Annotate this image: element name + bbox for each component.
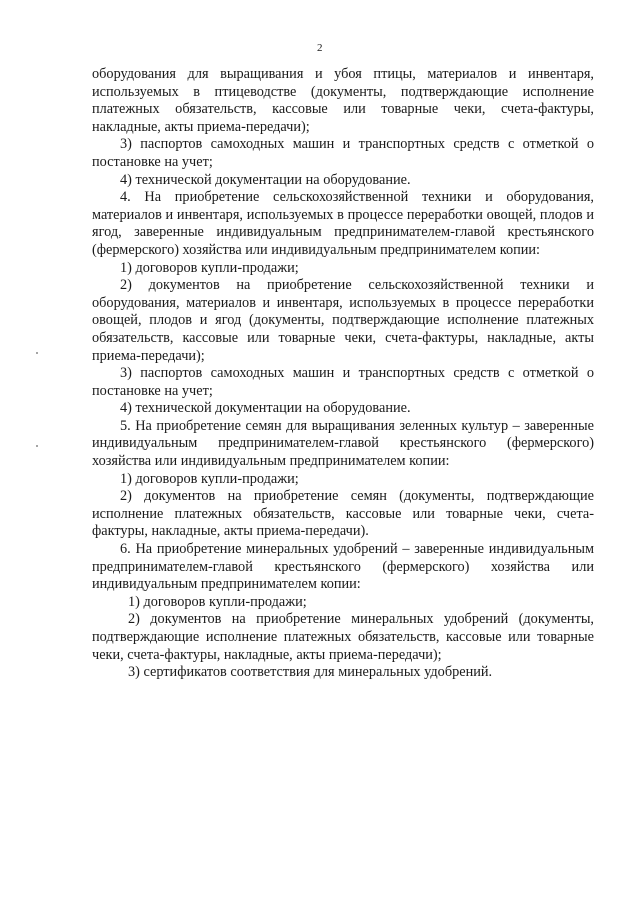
paragraph: 3) паспортов самоходных машин и транспортных средств с отметкой о постановке на учет;: [92, 365, 594, 399]
document-body: [92, 66, 594, 682]
scan-speck: [36, 352, 38, 354]
paragraph: 2) документов на приобретение сельскохозяйственной техники и оборудования, материалов и инвентаря, используемых в процессе переработки овощей, плодов и ягод (документы, подтверждающие исполнение платежных обязательств, кассовые или товарные чеки, счета-фактуры, накладные, акты приема-передачи);: [92, 277, 594, 364]
page-number: 2: [317, 42, 323, 54]
paragraph: 1) договоров купли-продажи;: [128, 593, 307, 610]
paragraph: 3) сертификатов соответствия для минеральных удобрений.: [128, 664, 493, 681]
paragraph: 6. На приобретение минеральных удобрений – заверенные индивидуальным предпринимателем-главой крестьянского (фермерского) хозяйства или индивидуальным предпринимателем копии:: [92, 541, 594, 593]
paragraph: 5. На приобретение семян для выращивания зеленных культур – заверенные индивидуальным предпринимателем-главой крестьянского (фермерского) хозяйства или индивидуальным предпринимателем копии:: [92, 417, 594, 470]
paragraph: 4. На приобретение сельскохозяйственной техники и оборудования, материалов и инвентаря, используемых в процессе переработки овощей, плодов и ягод, заверенные индивидуальным предпринимателем-главой крестьянского (фермерского) хозяйства или индивидуальным предпринимателем копии:: [92, 189, 594, 258]
paragraph: 4) технической документации на оборудование.: [120, 400, 411, 417]
paragraph: 4) технической документации на оборудование.: [120, 171, 411, 188]
paragraph: 1) договоров купли-продажи;: [120, 259, 299, 276]
paragraph: 1) договоров купли-продажи;: [120, 470, 299, 487]
paragraph: оборудования для выращивания и убоя птицы, материалов и инвентаря, используемых в птицеводстве (документы, подтверждающие исполнение платежных обязательств, кассовые или товарные чеки, счета-фактуры, накладные, акты приема-передачи);: [92, 66, 594, 135]
scan-speck: [36, 445, 38, 447]
paragraph: 2) документов на приобретение семян (документы, подтверждающие исполнение платежных обязательств, кассовые или товарные чеки, счета-фактуры, накладные, акты приема-передачи).: [92, 488, 594, 540]
paragraph: 2) документов на приобретение минеральных удобрений (документы, подтверждающие исполнение платежных обязательств, кассовые или товарные чеки, счета-фактуры, накладные, акты приема-передачи);: [92, 611, 594, 663]
paragraph: 3) паспортов самоходных машин и транспортных средств с отметкой о постановке на учет;: [92, 136, 594, 170]
